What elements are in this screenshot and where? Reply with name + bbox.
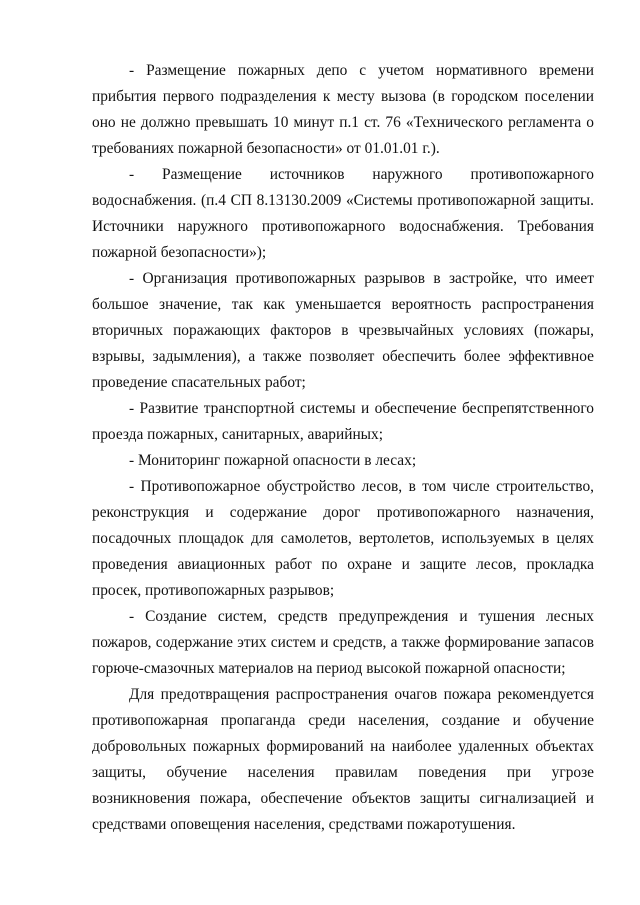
paragraph-forest-monitoring: - Мониторинг пожарной опасности в лесах; — [129, 452, 417, 469]
document-page — [92, 58, 594, 838]
paragraph-forest-arrangement: - Противопожарное обустройство лесов, в том числе строительство, реконструкция и содержание дорог противопожарного назначения, посадочных площадок для самолетов, вертолетов, используемых в целях проведения авиационных работ по охране и защите лесов, прокладка просек, противопожарных разрывов; — [92, 478, 594, 599]
paragraph-fire-depot-placement: - Размещение пожарных депо с учетом нормативного времени прибытия первого подразделения к месту вызова (в городском поселении оно не должно превышать 10 минут п.1 ст. 76 «Технического регламента о требованиях пожарной безопасности» от 01.01.01 г.). — [92, 62, 594, 157]
paragraph-warning-systems: - Создание систем, средств предупреждения и тушения лесных пожаров, содержание этих систем и средств, а также формирование запасов горюче-смазочных материалов на период высокой пожарной опасности; — [92, 608, 594, 677]
paragraph-prevention-measures: Для предотвращения распространения очагов пожара рекомендуется противопожарная пропаганда среди населения, создание и обучение добровольных пожарных формирований на наиболее удаленных объектах защиты, обучение населения правилам поведения при угрозе возникновения пожара, обеспечение объектов защиты сигнализацией и средствами оповещения населения, средствами пожаротушения. — [92, 686, 594, 833]
paragraph-water-supply-sources: - Размещение источников наружного противопожарного водоснабжения. (п.4 СП 8.13130.2009 «Системы противопожарной защиты. Источники наружного противопожарного водоснабжения. Требования пожарной безопасности»); — [92, 166, 594, 261]
paragraph-transport-system: - Развитие транспортной системы и обеспечение беспрепятственного проезда пожарных, санитарных, аварийных; — [92, 400, 594, 443]
paragraph-fire-breaks: - Организация противопожарных разрывов в застройке, что имеет большое значение, так как уменьшается вероятность распространения вторичных поражающих факторов в чрезвычайных условиях (пожары, взрывы, задымления), а также позволяет обеспечить более эффективное проведение спасательных работ; — [92, 270, 594, 391]
